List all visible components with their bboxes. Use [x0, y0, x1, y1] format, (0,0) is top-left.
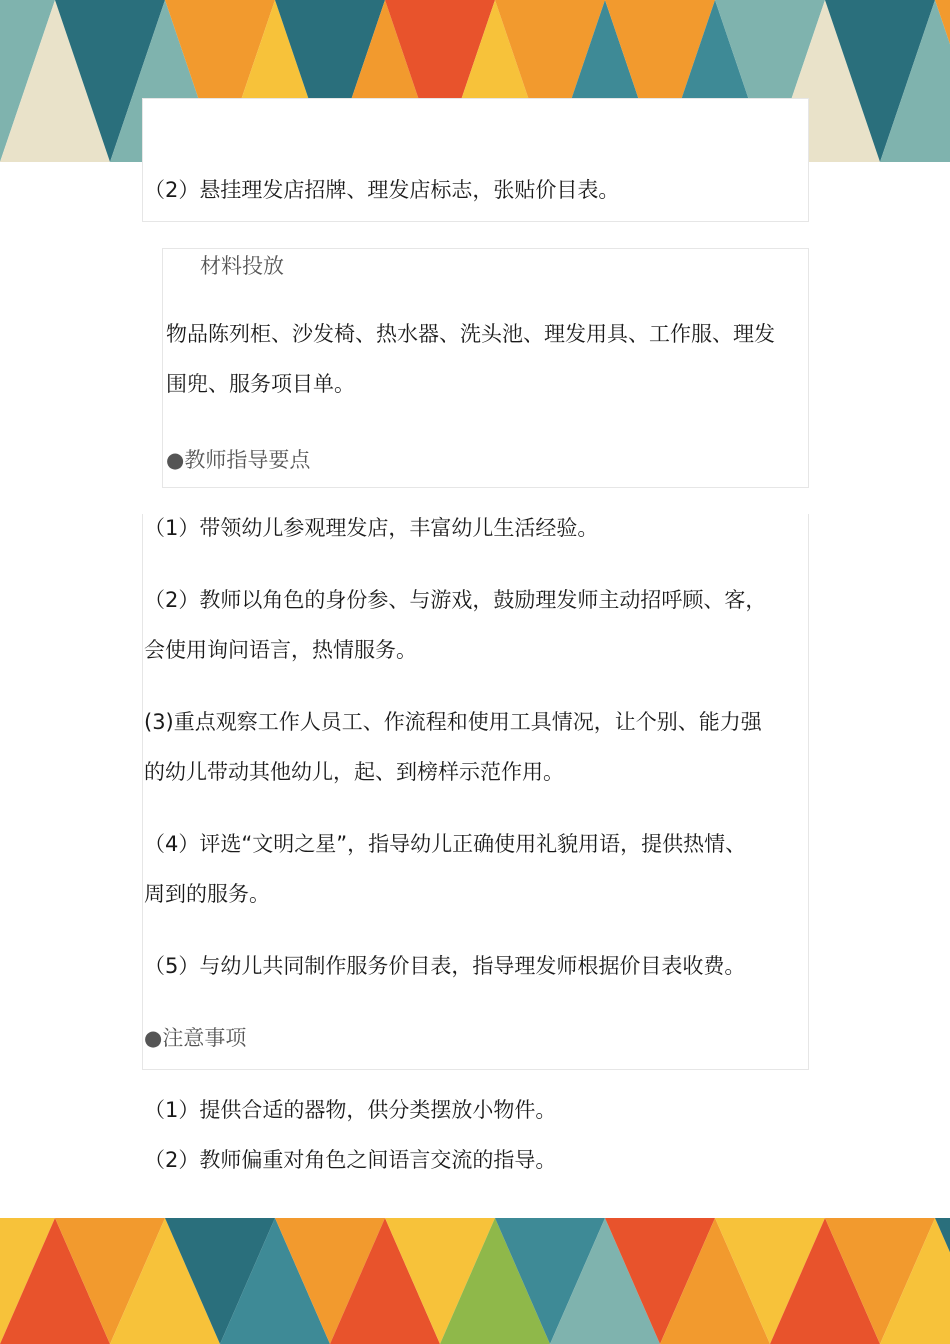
guidance-item-4-cont: 周到的服务。 [144, 882, 270, 906]
materials-line-1: 物品陈列柜、沙发椅、热水器、洗头池、理发用具、工作服、理发 [166, 322, 775, 346]
materials-line-2: 围兜、服务项目单。 [166, 372, 355, 396]
notes-item-1: （1）提供合适的器物，供分类摆放小物件。 [144, 1098, 557, 1122]
guidance-item-2-cont: 会使用询问语言，热情服务。 [144, 638, 417, 662]
guidance-item-2: （2）教师以角色的身份参、与游戏，鼓励理发师主动招呼顾、客， [144, 588, 767, 612]
guidance-item-4: （4）评选“文明之星”，指导幼儿正确使用礼貌用语，提供热情、 [144, 832, 747, 856]
guidance-item-1: （1）带领幼儿参观理发店，丰富幼儿生活经验。 [144, 516, 599, 540]
materials-heading: 材料投放 [200, 254, 284, 278]
guidance-item-3-cont: 的幼儿带动其他幼儿，起、到榜样示范作用。 [144, 760, 564, 784]
bottom-triangle-banner [0, 1218, 950, 1344]
guidance-item-5: （5）与幼儿共同制作服务价目表，指导理发师根据价目表收费。 [144, 954, 746, 978]
guidance-item-3: (3)重点观察工作人员工、作流程和使用工具情况，让个别、能力强 [144, 710, 762, 734]
notes-heading: ●注意事项 [144, 1026, 247, 1050]
notes-item-2: （2）教师偏重对角色之间语言交流的指导。 [144, 1148, 557, 1172]
doc-line-top: （2）悬挂理发店招牌、理发店标志，张贴价目表。 [144, 178, 620, 202]
guidance-heading: ●教师指导要点 [166, 448, 311, 472]
triangle-pattern-bottom [0, 1218, 950, 1344]
